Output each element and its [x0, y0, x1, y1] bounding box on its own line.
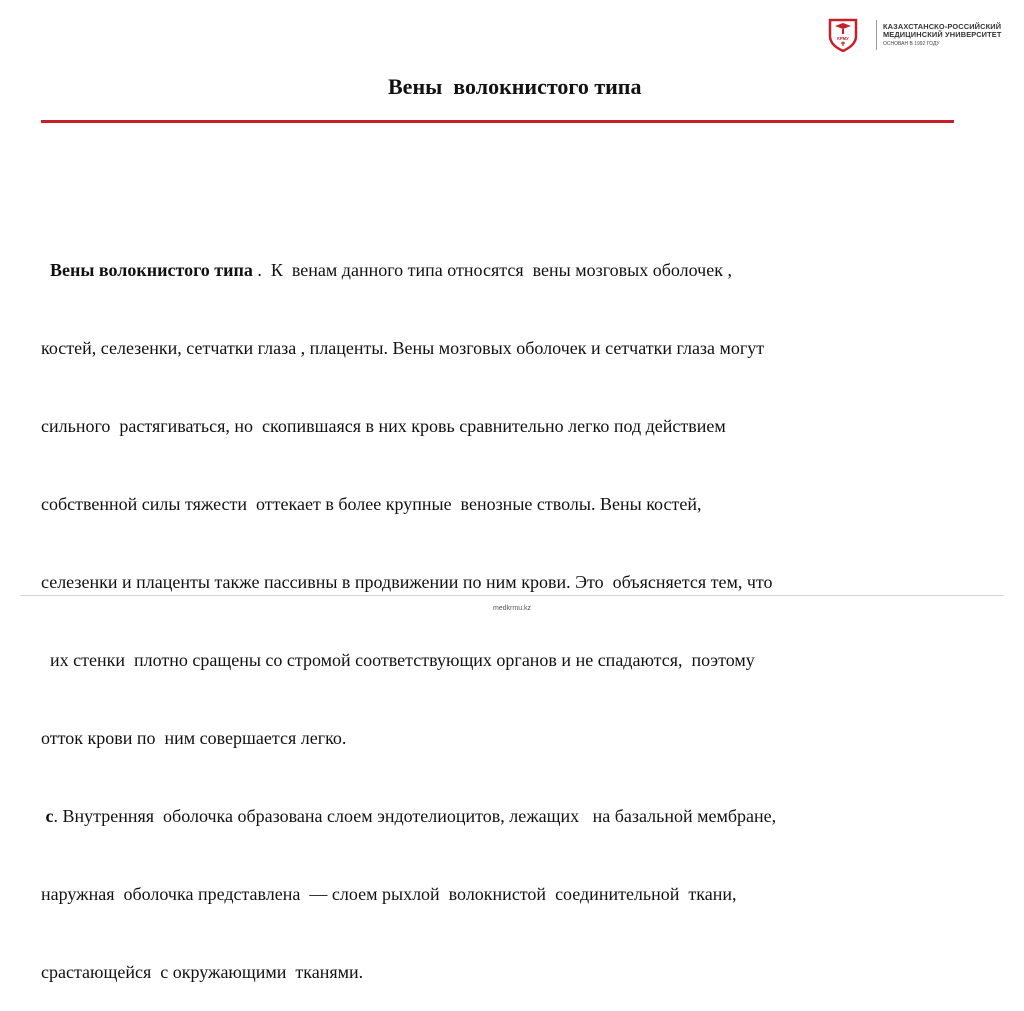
- text-line: костей, селезенки, сетчатки глаза , плаценты. Вены мозговых оболочек и сетчатки глаза могут: [41, 338, 765, 358]
- logo-divider: [876, 20, 877, 50]
- text-line: с. Внутренняя оболочка образована слоем эндотелиоцитов, лежащих на базальной мембране,: [41, 806, 777, 826]
- university-shield-icon: [828, 18, 858, 52]
- text-line: собственной силы тяжести оттекает в более крупные венозные стволы. Вены костей,: [41, 494, 702, 514]
- university-name-line1: КАЗАХСТАНСКО-РОССИЙСКИЙ: [883, 21, 1002, 31]
- text-line: Вены волокнистого типа . К венам данного типа относятся вены мозговых оболочек ,: [41, 260, 732, 280]
- text-line: селезенки и плаценты также пассивны в продвижении по ним крови. Это объясняется тем, что: [41, 572, 773, 592]
- footer-divider: [20, 595, 1004, 596]
- text-line: отток крови по ним совершается легко.: [41, 728, 347, 748]
- university-name-line2: МЕДИЦИНСКИЙ УНИВЕРСИТЕТ: [883, 30, 1002, 40]
- text-line: их стенки плотно сращены со стромой соответствующих органов и не спадаются, поэтому: [41, 650, 755, 670]
- footer-site-link[interactable]: medkrmu.kz: [492, 605, 532, 612]
- university-logo: [828, 17, 1002, 53]
- text-line: срастающейся с окружающими тканями.: [41, 962, 364, 982]
- logo-abbreviation: КРМУ: [837, 36, 849, 41]
- slide-title: Вены волокнистого типа: [388, 74, 642, 99]
- university-founded: ОСНОВАН В 1992 ГОДУ: [883, 40, 940, 47]
- text-line: наружная оболочка представлена — слоем рыхлой волокнистой соединительной ткани,: [41, 884, 737, 904]
- university-name: [883, 23, 1002, 48]
- title-underline: [41, 120, 954, 123]
- text-line: сильного растягиваться, но скопившаяся в них кровь сравнительно легко под действием: [41, 416, 726, 436]
